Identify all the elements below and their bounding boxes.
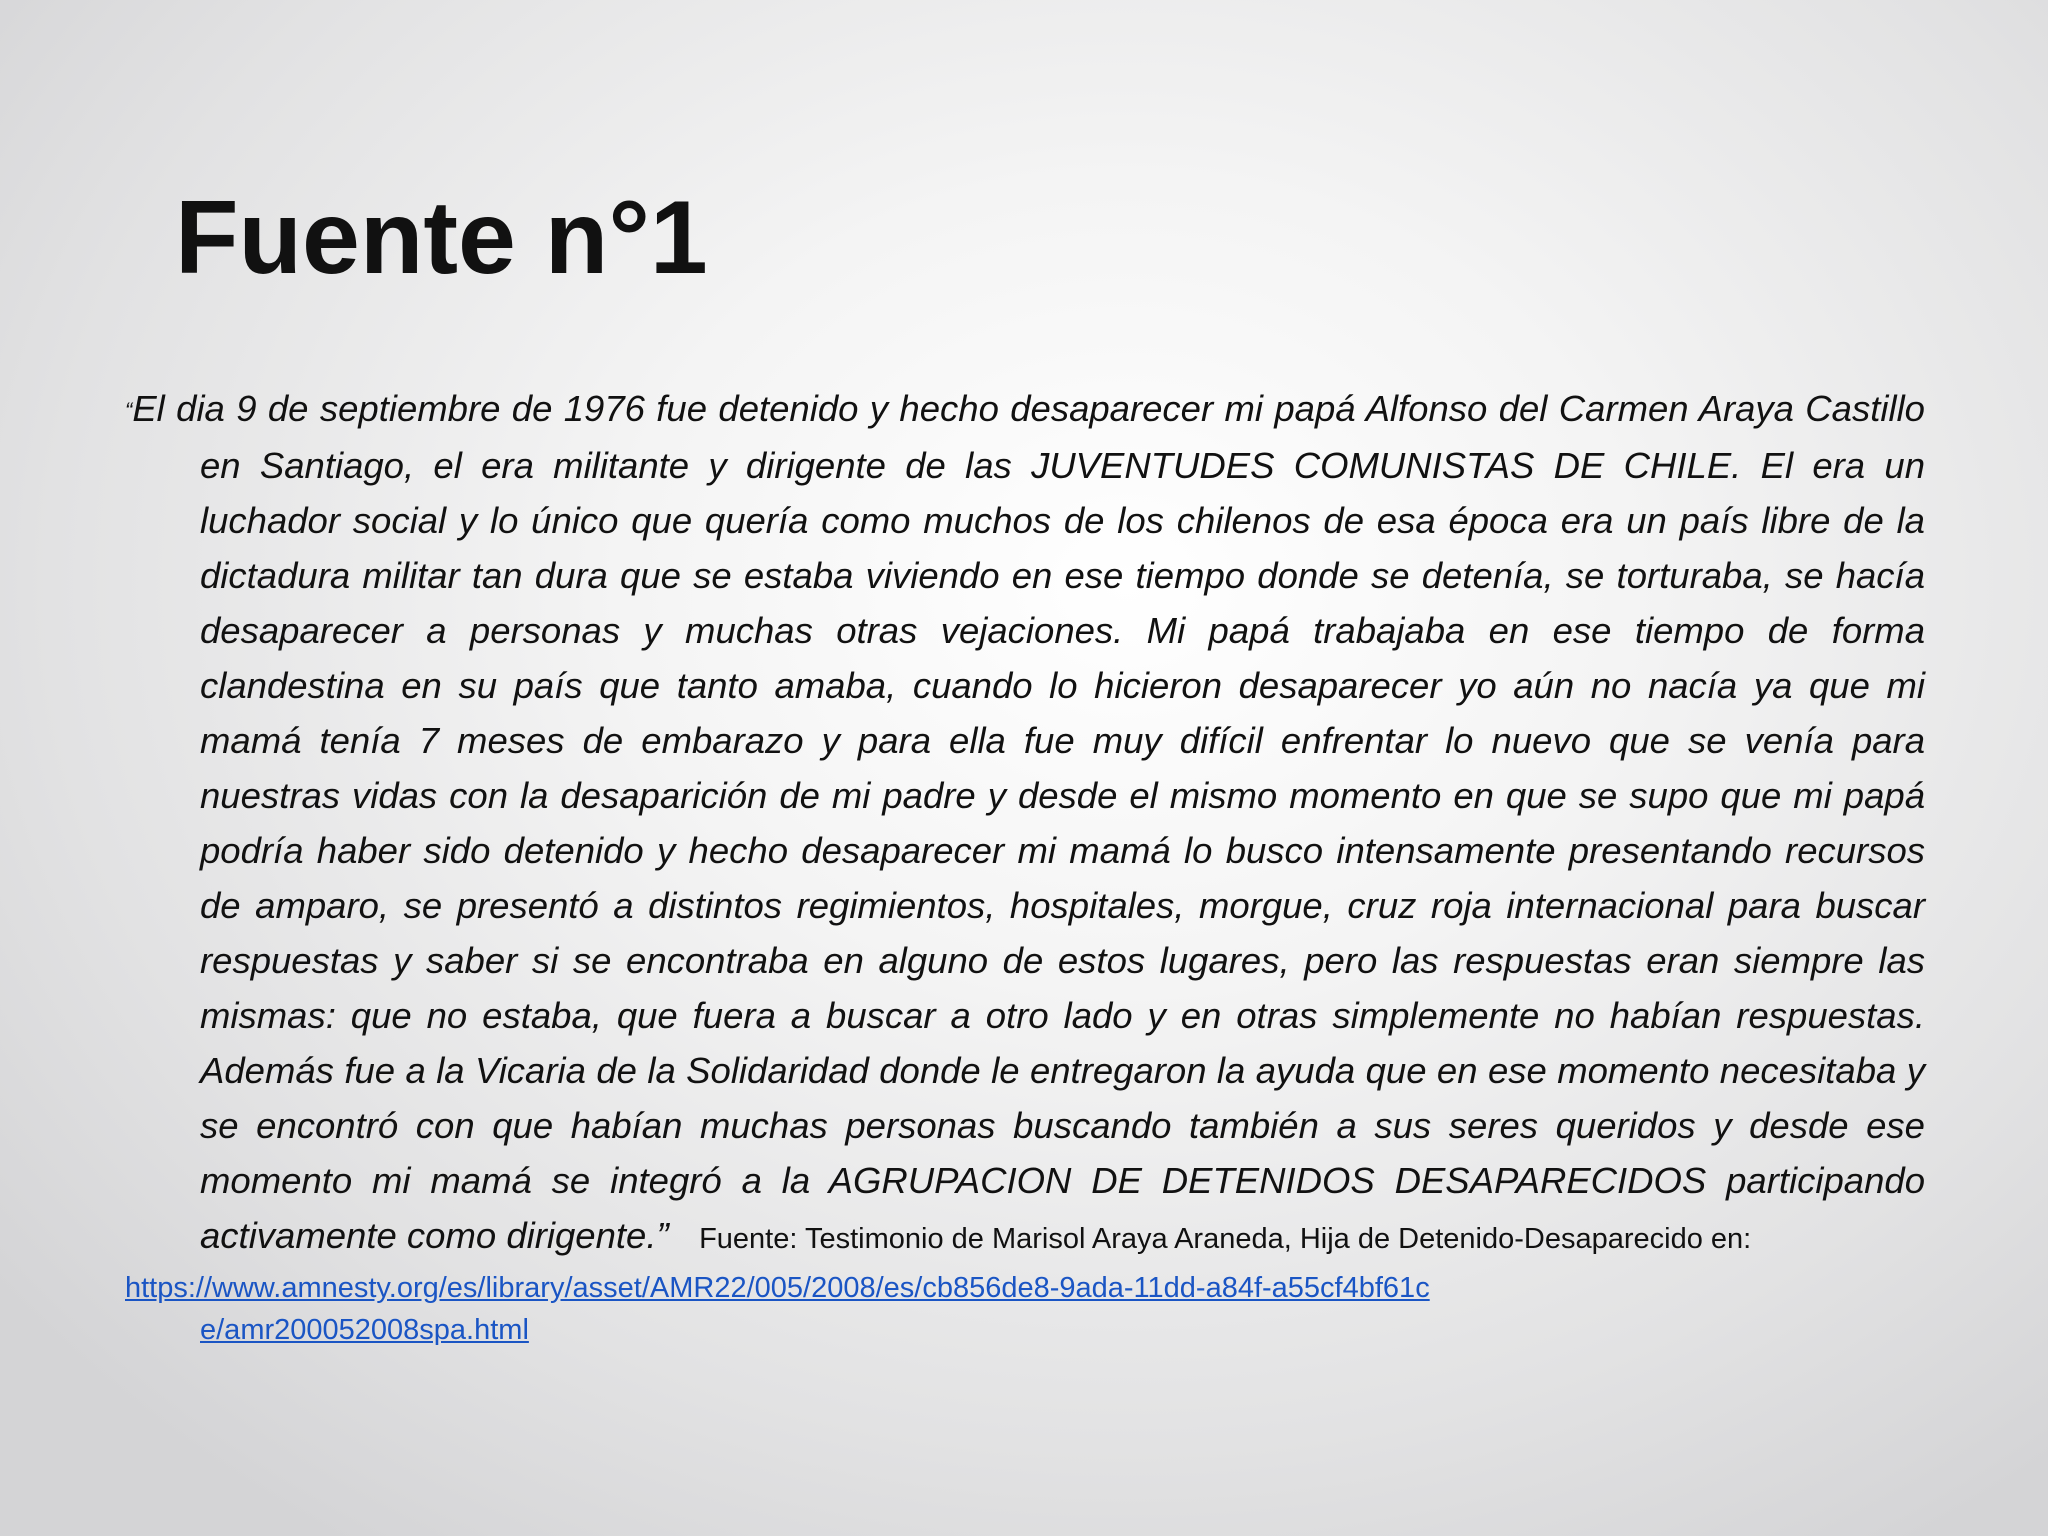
source-link[interactable]: https://www.amnesty.org/es/library/asset/AMR22/005/2008/es/cb856de8-9ada-11dd-a84f-a55cf4bf61ce/amr200052008spa.html (125, 1272, 1430, 1346)
slide-title: Fuente n°1 (175, 180, 708, 296)
opening-quote-mark: “ (125, 398, 133, 423)
quote-paragraph (125, 381, 1925, 1351)
source-citation: Fuente: Testimonio de Marisol Araya Araneda, Hija de Detenido-Desaparecido en: (699, 1223, 1752, 1255)
quote-text: El dia 9 de septiembre de 1976 fue detenido y hecho desaparecer mi papá Alfonso del Carmen Araya Castillo en Santiago, el era militante y dirigente de las JUVENTUDES COMUNISTAS DE CHILE. El era un luchador social y lo único que quería como muchos de los chilenos de esa época era un país libre de la dictadura militar tan dura que se estaba viviendo en ese tiempo donde se detenía, se torturaba, se hacía desaparecer a personas y muchas otras vejaciones. Mi papá trabajaba en ese tiempo de forma clandestina en su país que tanto amaba, cuando lo hicieron desaparecer yo aún no nacía ya que mi mamá tenía 7 meses de embarazo y para ella fue muy difícil enfrentar lo nuevo que se venía para nuestras vidas con la desaparición de mi padre y desde el mismo momento en que se supo que mi papá podría haber sido detenido y hecho desaparecer mi mamá lo busco intensamente presentando recursos de amparo, se presentó a distintos regimientos, hospitales, morgue, cruz roja internacional para buscar respuestas y saber si se encontraba en alguno de estos lugares, pero las respuestas eran siempre las mismas: que no estaba, que fuera a buscar a otro lado y en otras simplemente no habían respuestas. Además fue a la Vicaria de la Solidaridad donde le entregaron la ayuda que en ese momento necesitaba y se encontró con que habían muchas personas buscando también a sus seres queridos y desde ese momento mi mamá se integró a la AGRUPACION DE DETENIDOS DESAPARECIDOS participando activamente como dirigente.” (132, 388, 1925, 1256)
